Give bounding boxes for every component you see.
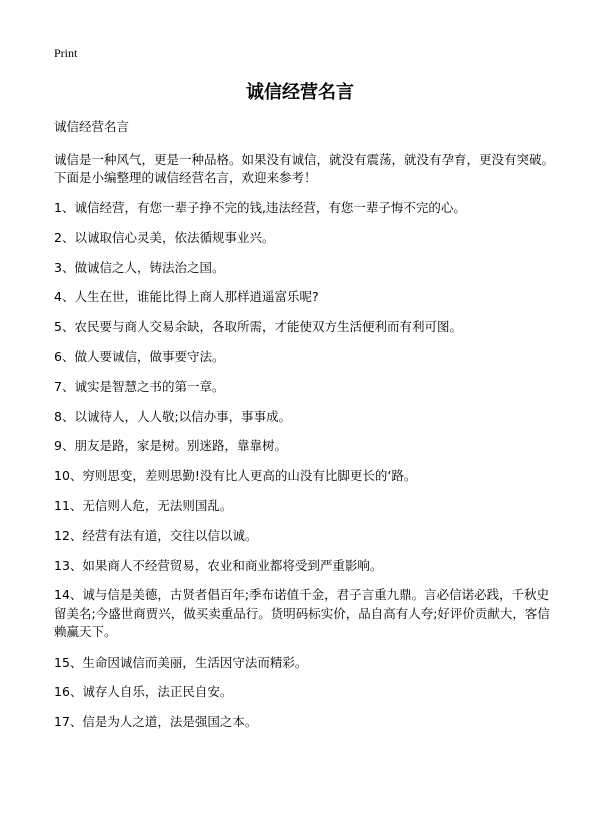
quote-item: 11、无信则人危，无法则国乱。 (54, 497, 233, 513)
quote-item: 7、诚实是智慧之书的第一章。 (54, 378, 225, 394)
quote-item: 8、以诚待人，人人敬;以信办事，事事成。 (54, 408, 292, 424)
quote-item: 6、做人要诚信，做事要守法。 (54, 348, 225, 364)
document-body (54, 118, 554, 743)
quote-item: 4、人生在世，谁能比得上商人那样逍遥富乐呢? (54, 289, 319, 305)
intro-paragraph: 诚信是一种风气，更是一种品格。如果没有诚信，就没有震荡，就没有孕育，更没有突破。下面是小编整理的诚信经营名言，欢迎来参考！ (54, 152, 555, 185)
quote-item: 13、如果商人不经营贸易，农业和商业都将受到严重影响。 (54, 557, 383, 573)
page-title: 诚信经营名言 (246, 82, 354, 103)
quote-item: 1、诚信经营，有您一辈子挣不完的钱,违法经营，有您一辈子悔不完的心。 (54, 200, 466, 215)
quote-item: 16、诚存人自乐，法正民自安。 (54, 684, 233, 700)
quote-list (54, 199, 554, 731)
quote-item: 9、朋友是路，家是树。别迷路，靠靠树。 (54, 438, 287, 454)
quote-item: 15、生命因诚信而美丽，生活因守法而精彩。 (54, 654, 308, 670)
quote-item: 5、农民要与商人交易余缺，各取所需，才能使双方生活便利而有利可图。 (54, 319, 462, 335)
quote-item: 10、穷则思变，差则思勤!没有比人更高的山没有比脚更长的‘路。 (54, 468, 417, 484)
quote-item: 17、信是为人之道，法是强国之本。 (54, 714, 258, 730)
quote-item: 12、经营有法有道，交往以信以诚。 (54, 527, 258, 543)
quote-item: 3、做诚信之人，铸法治之国。 (54, 259, 225, 275)
print-link[interactable]: Print (54, 46, 78, 60)
document-subheading: 诚信经营名言 (54, 119, 130, 134)
quote-item: 14、诚与信是美德，古贤者倡百年;季布诺值千金，君子言重九鼎。言必信诺必践，千秋史留美名;今盛世商贾兴，做买卖重品行。货明码标实价，品自高有人夸;好评价贡献大，客信赖赢天下。 (54, 587, 550, 640)
quote-item: 2、以诚取信心灵美，依法循规事业兴。 (54, 229, 275, 245)
